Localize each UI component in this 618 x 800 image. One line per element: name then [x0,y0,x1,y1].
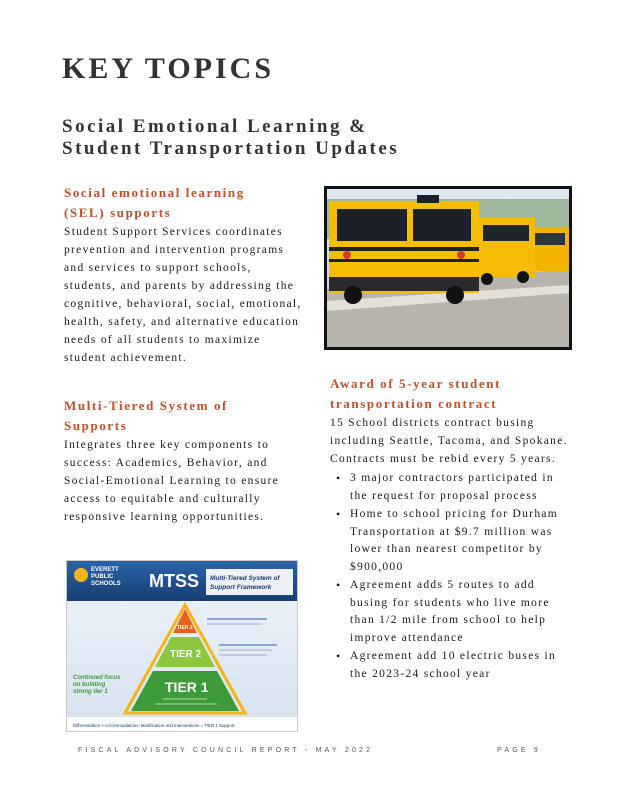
sel-body: Student Support Services coordinates prevention and intervention programs and services to support schools, students, and parents by addressing the cognitive, behavioral, social, emotional, health, safety, and alternative education needs of all students to maximize student achievement. [64,226,302,364]
sel-heading-line-2: (SEL) supports [64,205,172,220]
mtss-graphic [67,561,297,731]
tier2-label: TIER 2 [170,649,202,660]
transport-body: 15 School districts contract busing including Seattle, Tacoma, and Spokane. Contracts must be rebid every 5 years. [330,417,568,465]
mtss-acronym: MTSS [149,571,200,591]
transport-heading [330,374,570,414]
list-item: • Agreement add 10 electric buses in the 2023-24 school year [350,648,570,683]
footer-report-title: FISCAL ADVISORY COUNCIL REPORT - MAY 2022 [78,747,374,754]
logo-icon [74,568,88,582]
tier1-label: TIER 1 [165,679,209,695]
continued-focus-line-2: on building [73,682,106,688]
mtss-framework-image [66,560,298,732]
transport-heading-line-2: transportation contract [330,396,498,411]
mtss-heading [64,396,304,436]
transport-section [330,374,570,684]
continued-focus-line-3: strong tier 1 [73,689,108,695]
school-bus-illustration [327,189,569,347]
page-title: KEY TOPICS [62,52,275,85]
page-subtitle [62,116,582,160]
mtss-heading-line-1: Multi-Tiered System of [64,398,228,413]
transport-heading-line-1: Award of 5-year student [330,376,502,391]
mtss-section [64,396,304,526]
sel-heading [64,183,304,223]
mtss-heading-line-2: Supports [64,418,128,433]
mtss-title-line-1: Multi-Tiered System of [210,575,280,582]
logo-line-3: SCHOOLS [91,581,121,587]
footer-page-number: PAGE 9 [497,747,541,754]
tier3-label: TIER 3 [177,625,193,631]
list-item: • Home to school pricing for Durham Transportation at $9.7 million was lower than nearest competitor by $900,000 [350,506,570,576]
subtitle-line-2: Student Transportation Updates [62,138,400,159]
sel-section [64,183,304,367]
continued-focus-line-1: Continued focus [73,675,121,681]
logo-line-2: PUBLIC [91,574,114,580]
mtss-body: Integrates three key components to success: Academics, Behavior, and Social-Emotional Learning to ensure access to equitable and culturally responsive learning opportunities. [64,439,280,523]
sel-heading-line-1: Social emotional learning [64,185,245,200]
mtss-bottom-band: Differentiation + Accommodations, Modification and Interventions = TIER 1 Support [73,723,235,728]
list-item: • 3 major contractors participated in the request for proposal process [350,470,570,505]
logo-line-1: EVERETT [91,567,119,573]
subtitle-line-1: Social Emotional Learning & [62,116,368,137]
mtss-title-line-2: Support Framework [210,584,272,591]
transport-bullet-list [330,470,570,683]
list-item: • Agreement adds 5 routes to add busing for students who live more than 1/2 mile from school to help improve attendance [350,577,570,647]
school-bus-photo [324,186,572,350]
